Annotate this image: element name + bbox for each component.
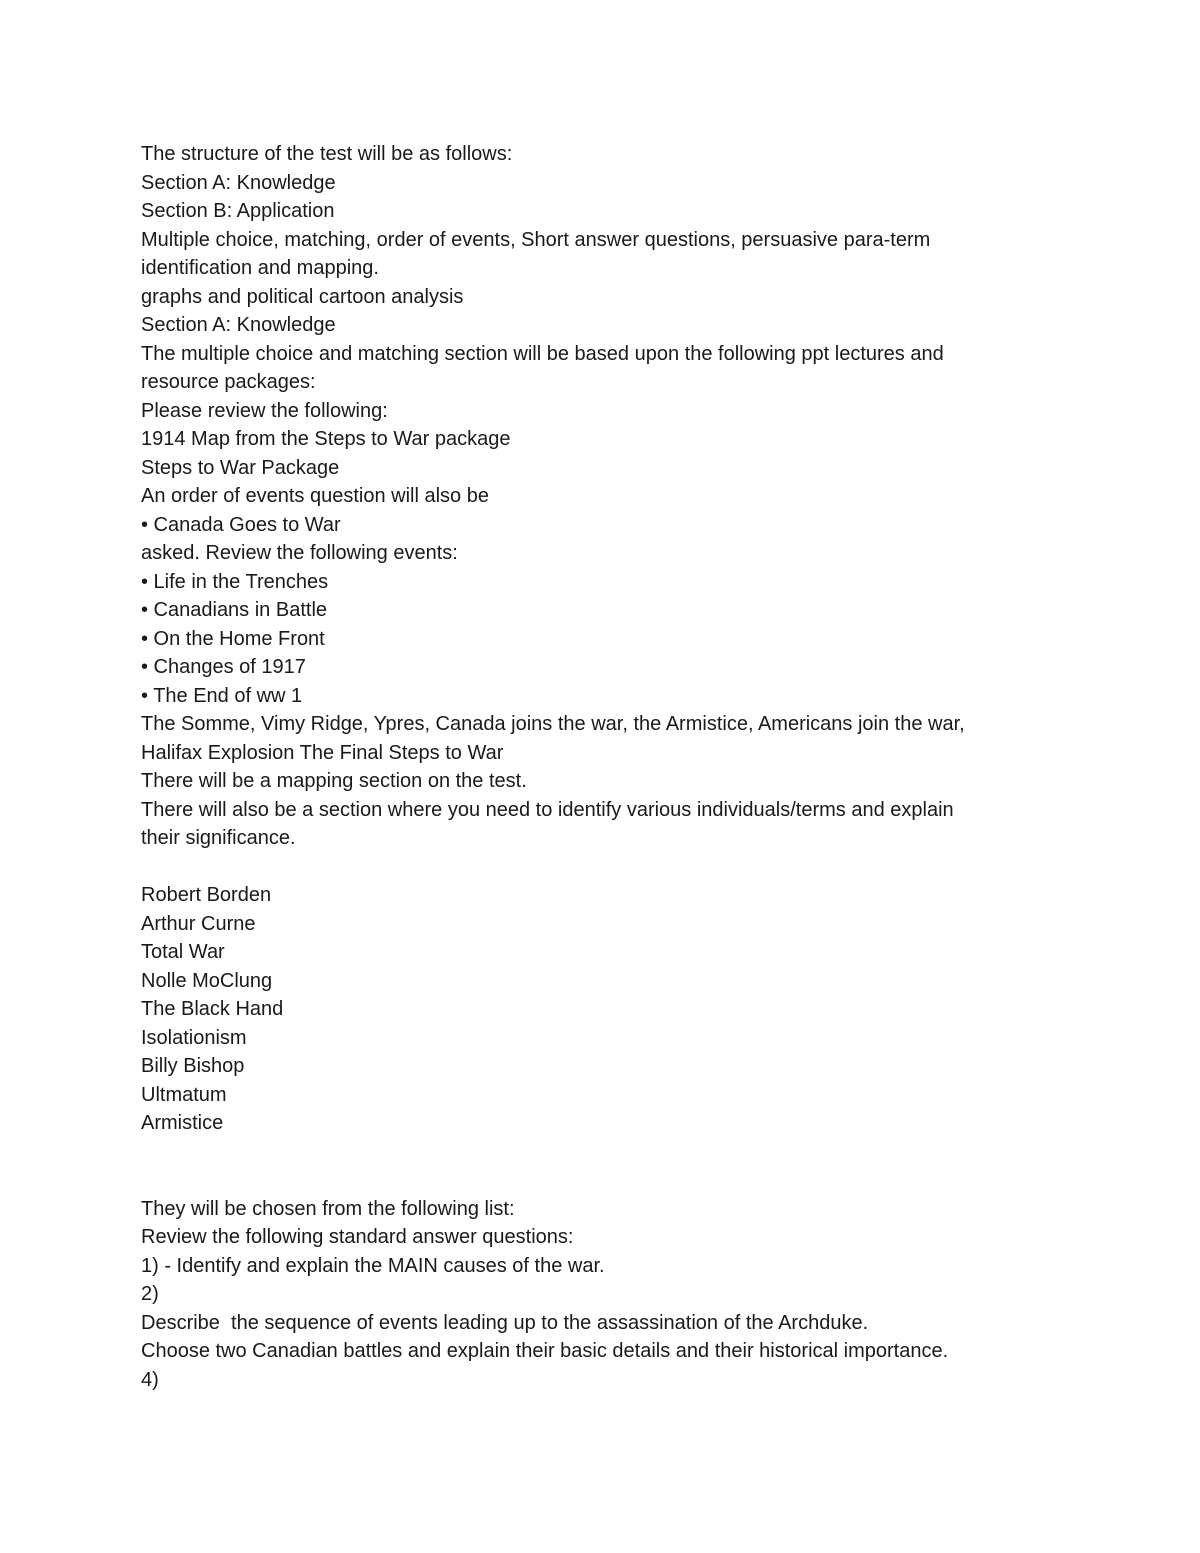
intro-line: identification and mapping. (141, 257, 379, 279)
term-item: Isolationism (141, 1026, 247, 1049)
intro-line: Please review the following: (141, 399, 388, 422)
bullet-item: • Changes of 1917 (141, 656, 306, 678)
term-item: Robert Borden (141, 884, 272, 906)
intro-line: Multiple choice, matching, order of events, Short answer questions, persuasive para-term (141, 228, 931, 251)
question-line: Review the following standard answer questions: (141, 1226, 574, 1248)
bullet-item: • Canadians in Battle (141, 599, 328, 621)
intro-line: An order of events question will also be (141, 485, 489, 507)
intro-line: Section B: Application (141, 200, 335, 222)
intro-line: their significance. (141, 827, 296, 849)
intro-line: The Somme, Vimy Ridge, Ypres, Canada joins the war, the Armistice, Americans join the war, (141, 713, 965, 735)
blank-line (141, 853, 1081, 882)
intro-line: The structure of the test will be as follows: (141, 143, 513, 165)
bullet-item: • The End of ww 1 (141, 684, 303, 707)
intro-line: Section A: Knowledge (141, 314, 336, 336)
intro-line: There will be a mapping section on the test. (141, 770, 527, 792)
question-line: 1) - Identify and explain the MAIN causes of the war. (141, 1254, 605, 1277)
term-item: Armistice (141, 1112, 224, 1134)
question-line: Choose two Canadian battles and explain their basic details and their historical importance. (141, 1340, 949, 1362)
bullet-item: • Life in the Trenches (141, 570, 329, 593)
intro-line: 1914 Map from the Steps to War package (141, 428, 511, 450)
intro-line: graphs and political cartoon analysis (141, 285, 464, 308)
term-item: Ultmatum (141, 1083, 227, 1106)
question-line: Describe the sequence of events leading up to the assassination of the Archduke. (141, 1311, 869, 1334)
intro-line: There will also be a section where you need to identify various individuals/terms and explain (141, 798, 954, 821)
intro-line: The multiple choice and matching section will be based upon the following ppt lectures and (141, 342, 944, 365)
blank-gap (141, 1138, 1081, 1195)
bullet-item: • Canada Goes to War (141, 513, 341, 536)
term-item: Arthur Curne (141, 912, 256, 935)
question-line: 4) (141, 1368, 159, 1391)
term-item: Total War (141, 941, 225, 963)
intro-line: Steps to War Package (141, 456, 340, 479)
bullet-item: • On the Home Front (141, 627, 325, 650)
document-body (141, 140, 1081, 1394)
question-line: They will be chosen from the following list: (141, 1197, 515, 1220)
intro-line: asked. Review the following events: (141, 542, 458, 564)
term-item: Billy Bishop (141, 1055, 245, 1077)
intro-line: Halifax Explosion The Final Steps to War (141, 741, 504, 764)
intro-line: Section A: Knowledge (141, 171, 336, 194)
term-item: Nolle MoClung (141, 969, 273, 992)
intro-line: resource packages: (141, 371, 316, 393)
question-line: 2) (141, 1283, 159, 1305)
term-item: The Black Hand (141, 998, 284, 1020)
